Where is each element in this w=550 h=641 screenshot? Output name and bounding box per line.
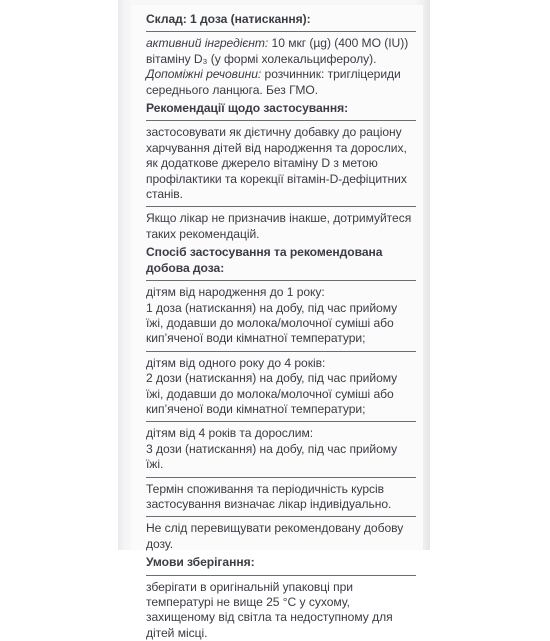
- divider: [146, 575, 416, 576]
- divider: [146, 280, 416, 281]
- active-text: 10 мкг (µg) (400 МО (IU)) вітаміну D₃ (у формі холекальциферолу).: [146, 36, 409, 66]
- divider: [146, 477, 416, 478]
- dosage-heading: Спосіб застосування та рекомендована добова доза:: [146, 245, 383, 275]
- divider: [146, 31, 416, 32]
- storage-section: [146, 555, 416, 641]
- dosage-paragraph: Термін споживання та періодичність курсів застосування визначає лікар індивідуально.: [146, 481, 392, 511]
- composition-section: [146, 12, 416, 98]
- storage-text: зберігати в оригінальній упаковці при температурі не вище 25 °С у сухому, захищеному від світла та недоступному для дітей місці.: [146, 579, 393, 640]
- dosage-paragraph: дітям від 4 років та дорослим:: [146, 426, 314, 441]
- recommendations-heading: Рекомендації щодо застосування:: [146, 101, 349, 116]
- dosage-paragraph: дітям від одного року до 4 років:: [146, 355, 326, 370]
- divider: [146, 516, 416, 517]
- dosage-paragraph: 3 дози (натискання) на добу, під час прийому їжі.: [146, 441, 398, 472]
- storage-heading: Умови зберігання:: [146, 555, 255, 570]
- divider: [146, 351, 416, 352]
- dosage-paragraph: Не слід перевищувати рекомендовану добову дозу.: [146, 521, 404, 551]
- excipients-label: Допоміжні речовини:: [146, 67, 262, 82]
- recommendations-paragraph: Якщо лікар не призначив інакше, дотримуйтеся таких рекомендацій.: [146, 211, 412, 241]
- composition-heading: Склад: 1 доза (натискання):: [146, 12, 311, 26]
- excipients-text: розчинник: тригліцериди середнього ланцюга. Без ГМО.: [146, 67, 401, 97]
- divider: [146, 206, 416, 207]
- label-text: [146, 12, 416, 641]
- dosage-paragraph: дітям від народження до 1 року:: [146, 285, 325, 300]
- dosage-section: [146, 245, 416, 552]
- dosage-paragraph: 2 дози (натискання) на добу, під час прийому їжі, додавши до молока/молочної суміші або кип’яченої води кімнатної температури;: [146, 371, 398, 416]
- composition-text: [146, 36, 416, 98]
- divider: [146, 120, 416, 121]
- recommendations-paragraph: застосовувати як дієтичну добавку до раціону харчування дітей від народження та дорослих, як додаткове джерело вітаміну D з метою профілактики та корекції вітамін-D-дефіцитних станів.: [146, 125, 407, 202]
- dosage-paragraph: 1 доза (натискання) на добу, під час прийому їжі, додавши до молока/молочної суміші або кип’яченої води кімнатної температури;: [146, 300, 398, 346]
- recommendations-section: [146, 101, 416, 242]
- active-label: активний інгредієнт:: [146, 36, 269, 51]
- divider: [146, 421, 416, 422]
